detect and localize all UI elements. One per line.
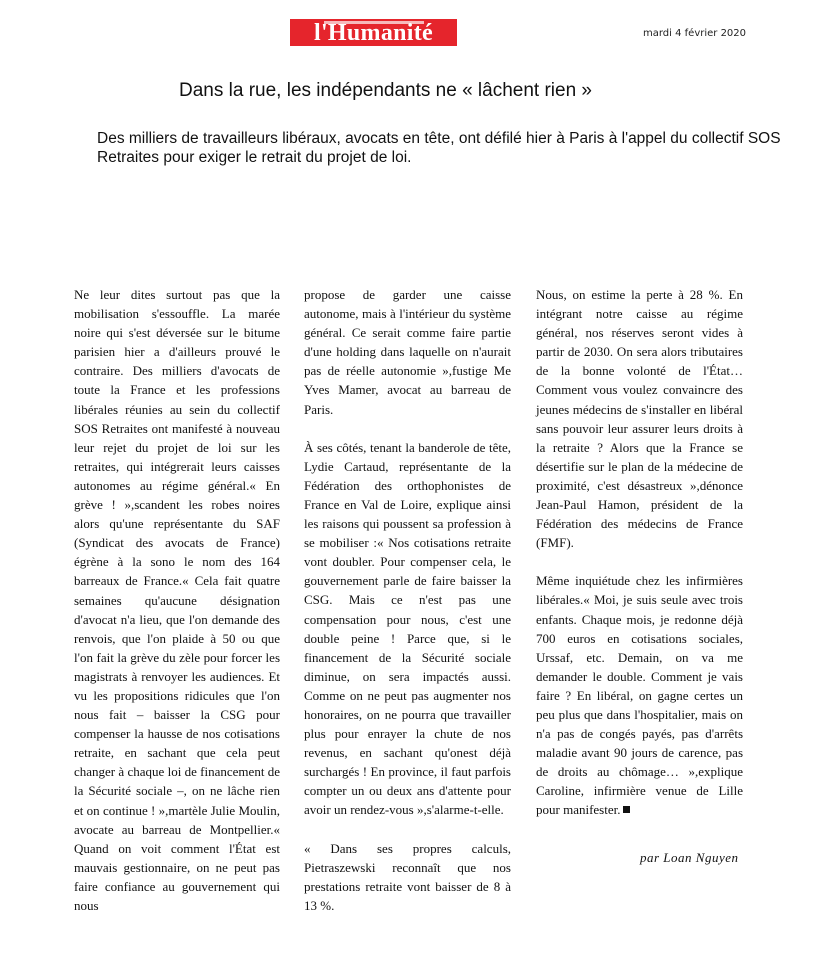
paragraph: À ses côtés, tenant la banderole de tête, Lydie Cartaud, représentante de la Fédération des orthophonistes de France en Val de Loire, explique ainsi les raisons qui poussent sa profession à se mobiliser :« Nos cotisations retraite vont doubler. Pour compenser cela, le gouvernement parle de faire baisser la CSG. Mais ce n'est pas une compensation pour nous, c'est une double peine ! Parce que, si le financement de la Sécurité sociale diminue, on sera impactés aussi. Comme on ne peut pas augmenter nos honoraires, on ne pourra que travailler plus pour enrayer la chute de nos revenus, en sachant qu'onest déjà surchargés ! En province, il faut parfois compter un ou deux ans d'attente pour avoir un rendez-vous »,s'alarme-t-elle. — [304, 439, 511, 818]
article-byline: par Loan Nguyen — [640, 850, 739, 865]
paragraph-text: Même inquiétude chez les infirmières libérales.« Moi, je suis seule avec trois enfants. Chaque mois, je redonne déjà 700 euros en cotisations sociales, Urssaf, etc. Demain, on va me demander le double. Comment je vais faire ? En libéral, on gagne certes un peu plus que dans l'hospitalier, mais on n'a pas de congés payés, pas d'arrêts maladie avant 90 jours de carence, pas de droits au chômage… »,explique Caroline, infirmière venue de Lille pour manifester. — [536, 573, 743, 818]
paragraph-last — [536, 571, 743, 819]
article-headline: Dans la rue, les indépendants ne « lâchent rien » — [179, 80, 592, 101]
article-column-3 — [536, 285, 743, 820]
article-lede: Des milliers de travailleurs libéraux, avocats en tête, ont défilé hier à Paris à l'appel du collectif SOS Retraites pour exiger le retrait du projet de loi. — [97, 130, 781, 166]
masthead-name: l'Humanité — [313, 20, 433, 46]
publication-date: mardi 4 février 2020 — [643, 28, 747, 39]
paragraph: propose de garder une caisse autonome, mais à l'intérieur du système général. Ce serait comme faire partie d'une holding dans laquelle on n'aurait pas de réelle autonomie »,fustige Me Yves Mamer, avocat au barreau de Paris. — [304, 287, 511, 417]
paragraph: Ne leur dites surtout pas que la mobilisation s'essouffle. La marée noire qui s'est déversée sur le bitume parisien hier a d'ailleurs prouvé le contraire. Des milliers d'avocats de toute la France et les professions libérales réunies au sein du collectif SOS Retraites ont manifesté à nouveau leur rejet du projet de loi sur les retraites, qui intégrerait leurs caisses autonomes au régime général.« En grève ! »,scandent les robes noires alors qu'une représentante du SAF (Syndicat des avocats de France) égrène à la sono le nom des 164 barreaux de France.« Cela fait quatre semaines qu'aucune désignation d'avocat n'a lieu, que l'on demande des renvois, que l'on plaide à 50 ou que l'on fait la grève du zèle pour forcer les magistrats à renvoyer les audiences. Et vu les propositions ridicules que l'on nous fait – baisser la CSG pour compenser la hausse de nos cotisations retraite, en sachant que cela peut changer à chaque loi de financement de la Sécurité sociale –, on ne lâche rien et on continue ! »,martèle Julie Moulin, avocate au barreau de Montpellier.« Quand on voit comment l'État est mauvais gestionnaire, on ne peut pas faire confiance au gouvernement qui nous — [74, 287, 280, 913]
paragraph: Nous, on estime la perte à 28 %. En intégrant notre caisse au régime général, nos réserves seront vides à partir de 2030. On sera alors tributaires de la bonne volonté de l'État… Comment vous voulez convaincre des jeunes médecins de s'installer en libéral sans pouvoir leur assurer leurs droits à la retraite ? Alors que la France se désertifie sur le plan de la médecine de proximité, c'est désastreux »,dénonce Jean-Paul Hamon, président de la Fédération des médecins de France (FMF). — [536, 287, 743, 551]
masthead-logo[interactable] — [290, 19, 457, 46]
end-mark-icon — [623, 806, 630, 813]
article-column-2 — [304, 285, 511, 915]
article-column-1 — [74, 285, 280, 915]
paragraph: « Dans ses propres calculs, Pietraszewski reconnaît que nos prestations retraite vont baisser de 8 à 13 %. — [304, 840, 511, 913]
